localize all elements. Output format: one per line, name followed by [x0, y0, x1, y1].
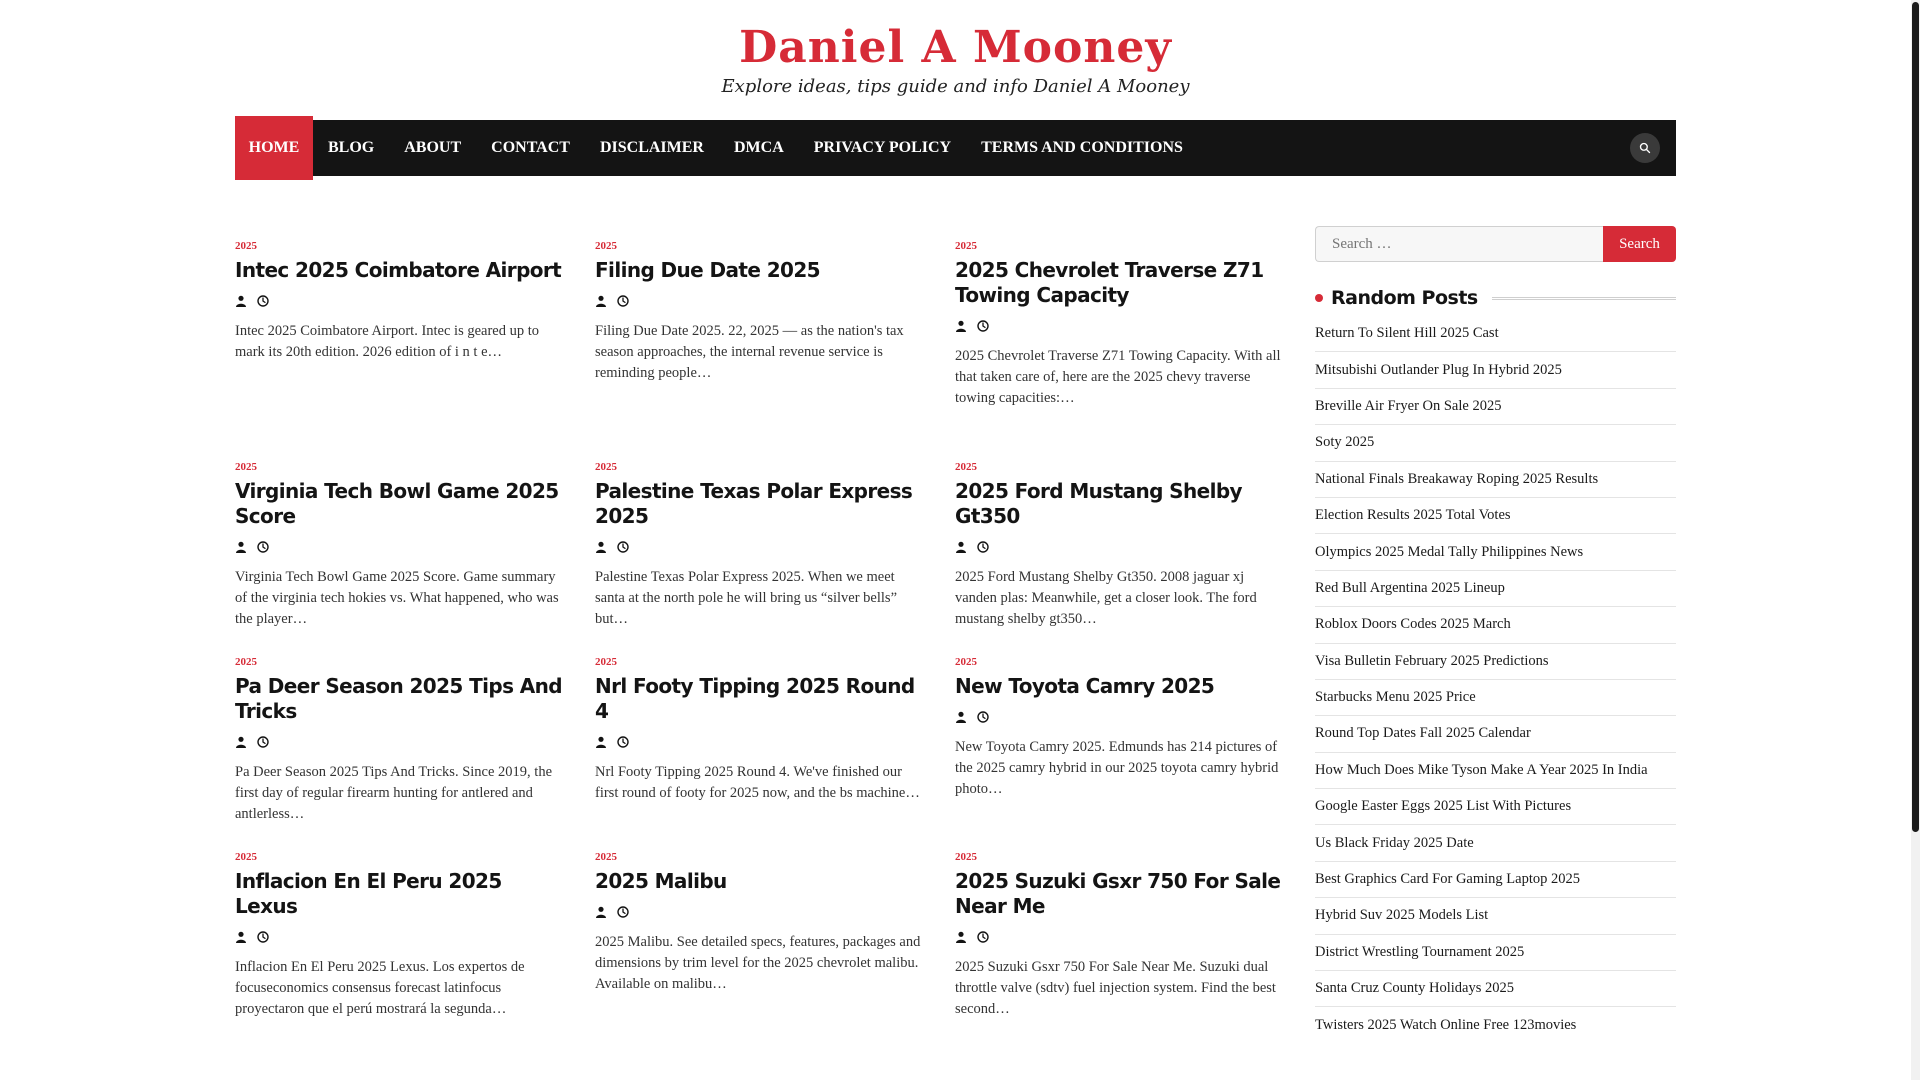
user-icon[interactable]	[235, 540, 247, 552]
post-category[interactable]: 2025	[595, 656, 617, 668]
user-icon[interactable]	[955, 710, 967, 722]
post-title[interactable]: 2025 Suzuki Gsxr 750 For Sale Near Me	[955, 869, 1281, 918]
post-card	[955, 461, 1285, 630]
random-post-link[interactable]: Roblox Doors Codes 2025 March	[1315, 607, 1676, 643]
post-category[interactable]: 2025	[235, 656, 257, 668]
random-posts-title: Random Posts	[1331, 287, 1478, 309]
random-post-link[interactable]: Breville Air Fryer On Sale 2025	[1315, 389, 1676, 425]
random-post-link[interactable]: Santa Cruz County Holidays 2025	[1315, 971, 1676, 1007]
search-icon	[1639, 142, 1651, 154]
nav-item-privacy-policy[interactable]: PRIVACY POLICY	[813, 139, 952, 156]
post-excerpt: Palestine Texas Polar Express 2025. When we meet santa at the north pole he will bring us “silver bells” but…	[595, 569, 898, 627]
random-post-link[interactable]: Round Top Dates Fall 2025 Calendar	[1315, 716, 1676, 752]
post-category[interactable]: 2025	[955, 461, 977, 473]
clock-icon[interactable]	[617, 905, 629, 917]
clock-icon[interactable]	[257, 930, 269, 942]
user-icon[interactable]	[235, 294, 247, 306]
random-post-link[interactable]: Soty 2025	[1315, 425, 1676, 461]
post-card	[235, 461, 565, 630]
post-excerpt: Pa Deer Season 2025 Tips And Tricks. Since 2019, the first day of regular firearm hunting for antlered and antlerless…	[235, 764, 553, 822]
post-category[interactable]: 2025	[955, 656, 977, 668]
post-meta	[595, 904, 925, 918]
post-meta	[235, 734, 565, 748]
nav-item-contact[interactable]: CONTACT	[491, 139, 570, 156]
post-title[interactable]: 2025 Malibu	[595, 869, 727, 893]
nav-item-dmca[interactable]: DMCA	[733, 139, 784, 156]
nav-search-button[interactable]	[1630, 133, 1660, 163]
nav-item-about[interactable]: ABOUT	[404, 139, 462, 156]
post-category[interactable]: 2025	[595, 851, 617, 863]
post-excerpt: 2025 Suzuki Gsxr 750 For Sale Near Me. Suzuki dual throttle valve (sdtv) fuel injection system. Find the best second…	[955, 959, 1276, 1017]
post-meta	[235, 929, 565, 943]
random-post-link[interactable]: Election Results 2025 Total Votes	[1315, 498, 1676, 534]
post-excerpt: Nrl Footy Tipping 2025 Round 4. We've finished our first round of footy for 2025 now, and the bs machine…	[595, 764, 920, 801]
post-card	[235, 240, 565, 363]
post-meta	[595, 539, 925, 553]
post-meta	[955, 709, 1285, 723]
user-icon[interactable]	[595, 540, 607, 552]
clock-icon[interactable]	[257, 540, 269, 552]
clock-icon[interactable]	[617, 294, 629, 306]
user-icon[interactable]	[955, 930, 967, 942]
post-meta	[595, 734, 925, 748]
post-meta	[955, 318, 1285, 332]
post-category[interactable]: 2025	[955, 240, 977, 252]
nav-item-blog[interactable]: BLOG	[328, 139, 375, 156]
random-post-link[interactable]: Best Graphics Card For Gaming Laptop 2025	[1315, 862, 1676, 898]
clock-icon[interactable]	[257, 294, 269, 306]
post-excerpt: Virginia Tech Bowl Game 2025 Score. Game summary of the virginia tech hokies vs. What happened, who was the player…	[235, 569, 559, 627]
user-icon[interactable]	[235, 735, 247, 747]
post-title[interactable]: Inflacion En El Peru 2025 Lexus	[235, 869, 502, 918]
random-post-link[interactable]: Twisters 2025 Watch Online Free 123movies	[1315, 1017, 1577, 1034]
sidebar-search-form	[1315, 226, 1676, 262]
post-excerpt: 2025 Ford Mustang Shelby Gt350. 2008 jaguar xj vanden plas: Meanwhile, get a closer look. The ford mustang shelby gt350…	[955, 569, 1257, 627]
sidebar	[1315, 226, 1676, 1044]
site-header	[0, 0, 1911, 118]
random-post-link[interactable]: Us Black Friday 2025 Date	[1315, 825, 1676, 861]
post-meta	[955, 929, 1285, 943]
post-card	[955, 656, 1285, 800]
post-excerpt: 2025 Chevrolet Traverse Z71 Towing Capacity. With all that taken care of, here are the 2025 chevy traverse towing capacities:…	[955, 348, 1281, 406]
search-button[interactable]: Search	[1603, 226, 1676, 262]
clock-icon[interactable]	[977, 930, 989, 942]
post-title[interactable]: 2025 Chevrolet Traverse Z71 Towing Capacity	[955, 258, 1264, 307]
post-excerpt: Inflacion En El Peru 2025 Lexus. Los expertos de focuseconomics consensus forecast latinfocus proyectaron que el perú mostrará la segunda…	[235, 959, 525, 1017]
post-card	[235, 851, 565, 1020]
random-post-link[interactable]: Visa Bulletin February 2025 Predictions	[1315, 644, 1676, 680]
clock-icon[interactable]	[977, 319, 989, 331]
post-title[interactable]: Virginia Tech Bowl Game 2025 Score	[235, 479, 559, 528]
post-title[interactable]: Filing Due Date 2025	[595, 258, 820, 282]
post-category[interactable]: 2025	[955, 851, 977, 863]
post-meta	[955, 539, 1285, 553]
post-card	[955, 240, 1285, 409]
user-icon[interactable]	[955, 319, 967, 331]
clock-icon[interactable]	[977, 540, 989, 552]
post-title[interactable]: Palestine Texas Polar Express 2025	[595, 479, 913, 528]
post-card	[235, 656, 565, 825]
random-post-link[interactable]: National Finals Breakaway Roping 2025 Results	[1315, 462, 1676, 498]
clock-icon[interactable]	[617, 735, 629, 747]
post-category[interactable]: 2025	[235, 851, 257, 863]
random-posts-header	[1315, 286, 1676, 310]
post-title[interactable]: New Toyota Camry 2025	[955, 674, 1215, 698]
random-post-link[interactable]: Return To Silent Hill 2025 Cast	[1315, 316, 1676, 352]
post-card	[595, 461, 925, 630]
post-category[interactable]: 2025	[595, 461, 617, 473]
clock-icon[interactable]	[977, 710, 989, 722]
post-category[interactable]: 2025	[595, 240, 617, 252]
random-post-link[interactable]: Starbucks Menu 2025 Price	[1315, 680, 1676, 716]
post-category[interactable]: 2025	[235, 240, 257, 252]
user-icon[interactable]	[955, 540, 967, 552]
post-card	[595, 851, 925, 995]
random-post-link[interactable]: Red Bull Argentina 2025 Lineup	[1315, 571, 1676, 607]
post-excerpt: Intec 2025 Coimbatore Airport. Intec is geared up to mark its 20th edition. 2026 edition of i n t e…	[235, 323, 540, 360]
post-excerpt: Filing Due Date 2025. 22, 2025 — as the nation's tax season approaches, the internal revenue service is reminding people…	[595, 323, 904, 381]
random-post-link[interactable]: District Wrestling Tournament 2025	[1315, 935, 1676, 971]
post-card	[955, 851, 1285, 1020]
random-posts-list	[1315, 316, 1676, 1044]
nav-menu	[235, 120, 1198, 176]
user-icon[interactable]	[595, 905, 607, 917]
random-post-link[interactable]: Hybrid Suv 2025 Models List	[1315, 898, 1676, 934]
bullet-dot-icon	[1315, 294, 1323, 302]
post-title[interactable]: Nrl Footy Tipping 2025 Round 4	[595, 674, 915, 723]
random-post-link[interactable]: Mitsubishi Outlander Plug In Hybrid 2025	[1315, 352, 1676, 388]
random-post-link[interactable]: How Much Does Mike Tyson Make A Year 2025 In India	[1315, 753, 1676, 789]
nav-item-disclaimer[interactable]: DISCLAIMER	[599, 139, 704, 156]
user-icon[interactable]	[595, 735, 607, 747]
nav-item-home[interactable]: HOME	[248, 139, 300, 156]
post-card	[595, 240, 925, 384]
clock-icon[interactable]	[617, 540, 629, 552]
site-title[interactable]: Daniel A Mooney	[739, 22, 1172, 73]
site-tagline: Explore ideas, tips guide and info Daniel A Mooney	[721, 76, 1190, 97]
scrollbar-thumb[interactable]	[1912, 2, 1919, 832]
post-meta	[235, 539, 565, 553]
post-excerpt: 2025 Malibu. See detailed specs, features, packages and dimensions by trim level for the 2025 chevrolet malibu. Available on malibu…	[595, 934, 921, 992]
post-category[interactable]: 2025	[235, 461, 257, 473]
clock-icon[interactable]	[257, 735, 269, 747]
post-meta	[235, 293, 565, 307]
nav-item-terms-and-conditions[interactable]: TERMS AND CONDITIONS	[981, 139, 1183, 156]
user-icon[interactable]	[595, 294, 607, 306]
random-post-link[interactable]: Olympics 2025 Medal Tally Philippines News	[1315, 534, 1676, 570]
search-input[interactable]	[1315, 226, 1603, 262]
post-excerpt: New Toyota Camry 2025. Edmunds has 214 pictures of the 2025 camry hybrid in our 2025 toyota camry hybrid photo…	[955, 739, 1279, 797]
post-title[interactable]: 2025 Ford Mustang Shelby Gt350	[955, 479, 1242, 528]
random-post-link[interactable]: Google Easter Eggs 2025 List With Pictures	[1315, 789, 1676, 825]
post-card	[595, 656, 925, 804]
post-meta	[595, 293, 925, 307]
widget-divider	[1492, 297, 1676, 300]
user-icon[interactable]	[235, 930, 247, 942]
post-title[interactable]: Intec 2025 Coimbatore Airport	[235, 258, 562, 282]
post-title[interactable]: Pa Deer Season 2025 Tips And Tricks	[235, 674, 562, 723]
